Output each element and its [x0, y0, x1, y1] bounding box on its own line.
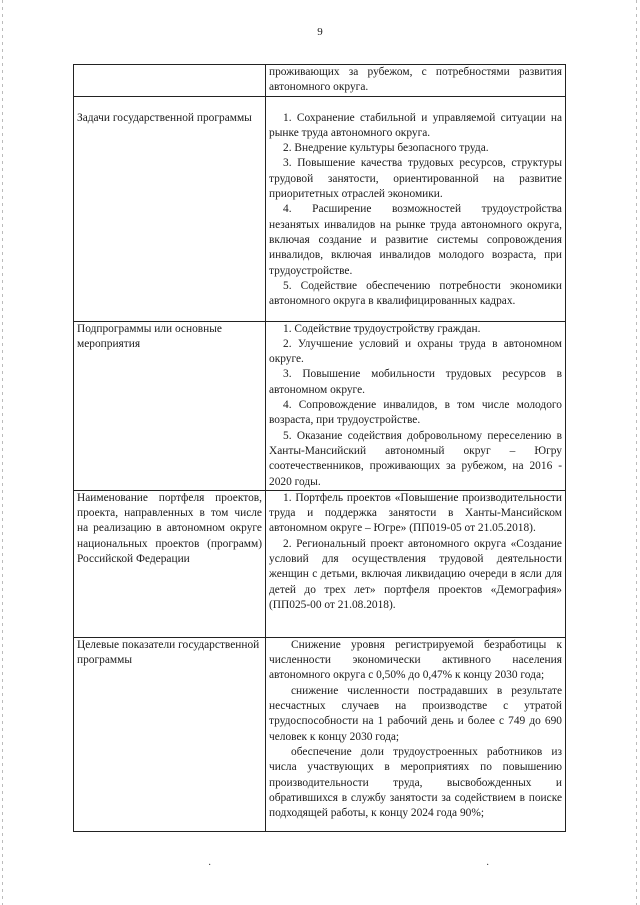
row-label-cell: Подпрограммы или основные мероприятия — [74, 321, 266, 490]
program-passport-table — [73, 64, 566, 832]
scan-speck: · — [208, 860, 212, 871]
scan-speck: · — [486, 860, 490, 871]
table-row — [74, 490, 566, 637]
paragraph: Снижение уровня регистрируемой безработицы к численности экономически активного населения автономного округа с 0,50% до 0,47% к концу 2030 года; — [269, 638, 562, 682]
table-row — [74, 637, 566, 831]
paragraph: обеспечение доли трудоустроенных работников из числа участвующих в мероприятиях по повышению производительности труда, высвобожденных и обратившихся в службу занятости за содействием в поиске подходящей работы, к концу 2024 года 90%; — [269, 745, 562, 820]
right-scan-edge — [636, 0, 637, 905]
row-label-cell: Задачи государственной программы — [74, 96, 266, 321]
paragraph: 1. Содействие трудоустройству граждан. — [283, 322, 481, 335]
paragraph: 2. Внедрение культуры безопасного труда. — [283, 142, 489, 155]
row-label-cell — [74, 65, 266, 97]
paragraph: 3. Повышение качества трудовых ресурсов, структуры трудовой занятости, ориентированной на развитие приоритетных отраслей экономики. — [269, 157, 562, 201]
row-label-cell: Целевые показатели государственной программы — [74, 637, 266, 831]
paragraph: 3. Повышение мобильности трудовых ресурсов в автономном округе. — [269, 368, 562, 396]
row-content-cell — [266, 490, 566, 637]
paragraph: 2. Улучшение условий и охраны труда в автономном округе. — [269, 337, 562, 366]
paragraph: 1. Сохранение стабильной и управляемой ситуации на рынке труда автономного округа. — [269, 111, 562, 139]
paragraph: 4. Сопровождение инвалидов, в том числе молодого возраста, при трудоустройстве. — [269, 399, 562, 427]
paragraph: снижение численности пострадавших в результате несчастных случаев на производстве с утратой трудоспособности на 1 рабочий день и более с 749 до 690 человек к концу 2030 года; — [269, 684, 562, 743]
row-content-cell — [266, 321, 566, 490]
paragraph: 5. Содействие обеспечению потребности экономики автономного округа в квалифицированных кадрах. — [269, 279, 562, 308]
paragraph: 4. Расширение возможностей трудоустройства незанятых инвалидов на рынке труда автономного округа, включая создание и развитие системы сопровождения инвалидов, включая инвалидов молодого возраста, при трудоустройстве. — [269, 203, 562, 277]
table-row — [74, 96, 566, 321]
paragraph: 2. Региональный проект автономного округа «Создание условий для осуществления трудовой деятельности женщин с детьми, включая ликвидацию очереди в ясли для детей до трех лет» портфеля проектов «Демография» (ПП025-00 от 21.08.2018). — [269, 537, 562, 611]
paragraph: проживающих за рубежом, с потребностями развития автономного округа. — [269, 66, 562, 94]
row-content-cell — [266, 65, 566, 97]
row-content-cell — [266, 637, 566, 831]
row-content-cell — [266, 96, 566, 321]
page-number: 9 — [317, 26, 323, 38]
paragraph: 1. Портфель проектов «Повышение производительности труда и поддержка занятости в Ханты-Мансийском автономном округе – Югре» (ПП019-05 от 21.05.2018). — [269, 491, 562, 535]
table-row — [74, 65, 566, 97]
left-scan-edge — [2, 0, 3, 905]
row-label-cell: Наименование портфеля проектов, проекта, направленных в том числе на реализацию в автономном округе национальных проектов (программ) Российской Федерации — [74, 490, 266, 637]
paragraph: 5. Оказание содействия добровольному переселению в Ханты-Мансийский автономный округ – Югру соотечественников, проживающих за рубежом, на 2016 - 2020 годы. — [269, 429, 562, 488]
table-row — [74, 321, 566, 490]
